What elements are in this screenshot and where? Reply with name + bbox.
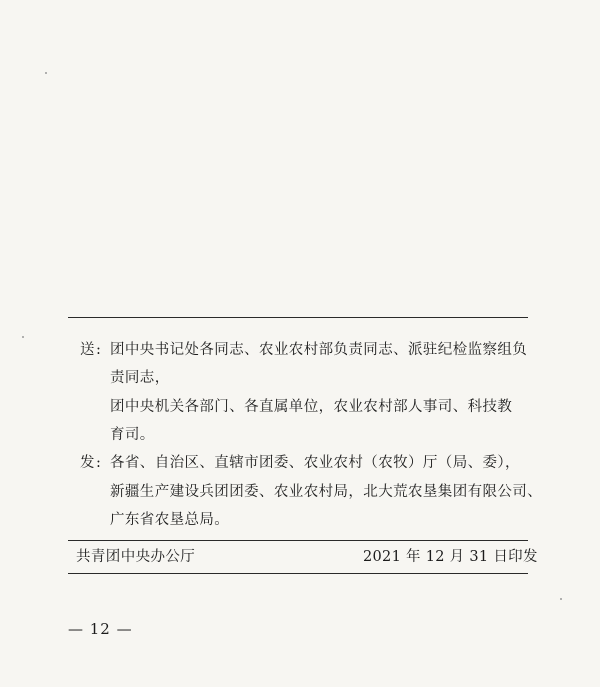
issue-line-1: 各省、自治区、直辖市团委、农业农村（农牧）厅（局、委），	[110, 455, 520, 471]
scan-speck	[22, 336, 24, 338]
send-recipient-1-continuation: 责同志，	[110, 370, 170, 386]
scan-speck	[560, 598, 562, 600]
scan-speck	[45, 72, 47, 74]
send-label: 送	[80, 342, 95, 358]
page-number: — 12 —	[68, 620, 133, 638]
issue-label: 发	[80, 455, 95, 471]
print-date: 2021 年 12 月 31 日印发	[363, 549, 538, 565]
issue-line-3: 广东省农垦总局。	[110, 512, 230, 528]
send-recipient-2-line: 团中央机关各部门、各直属单位，农业农村部人事司、科技教	[110, 399, 513, 415]
issue-line-2: 新疆生产建设兵团团委、农业农村局，北大荒农垦集团有限公司、	[110, 484, 543, 500]
send-colon: :	[96, 342, 101, 358]
bottom-divider-line	[68, 573, 528, 574]
middle-divider-line	[68, 540, 528, 541]
issuing-office: 共青团中央办公厅	[76, 549, 196, 565]
send-recipient-2-continuation: 育司。	[110, 427, 155, 443]
issue-colon: :	[96, 455, 101, 471]
top-divider-line	[68, 317, 528, 318]
send-recipient-1-line: 团中央书记处各同志、农业农村部负责同志、派驻纪检监察组负	[110, 342, 528, 358]
